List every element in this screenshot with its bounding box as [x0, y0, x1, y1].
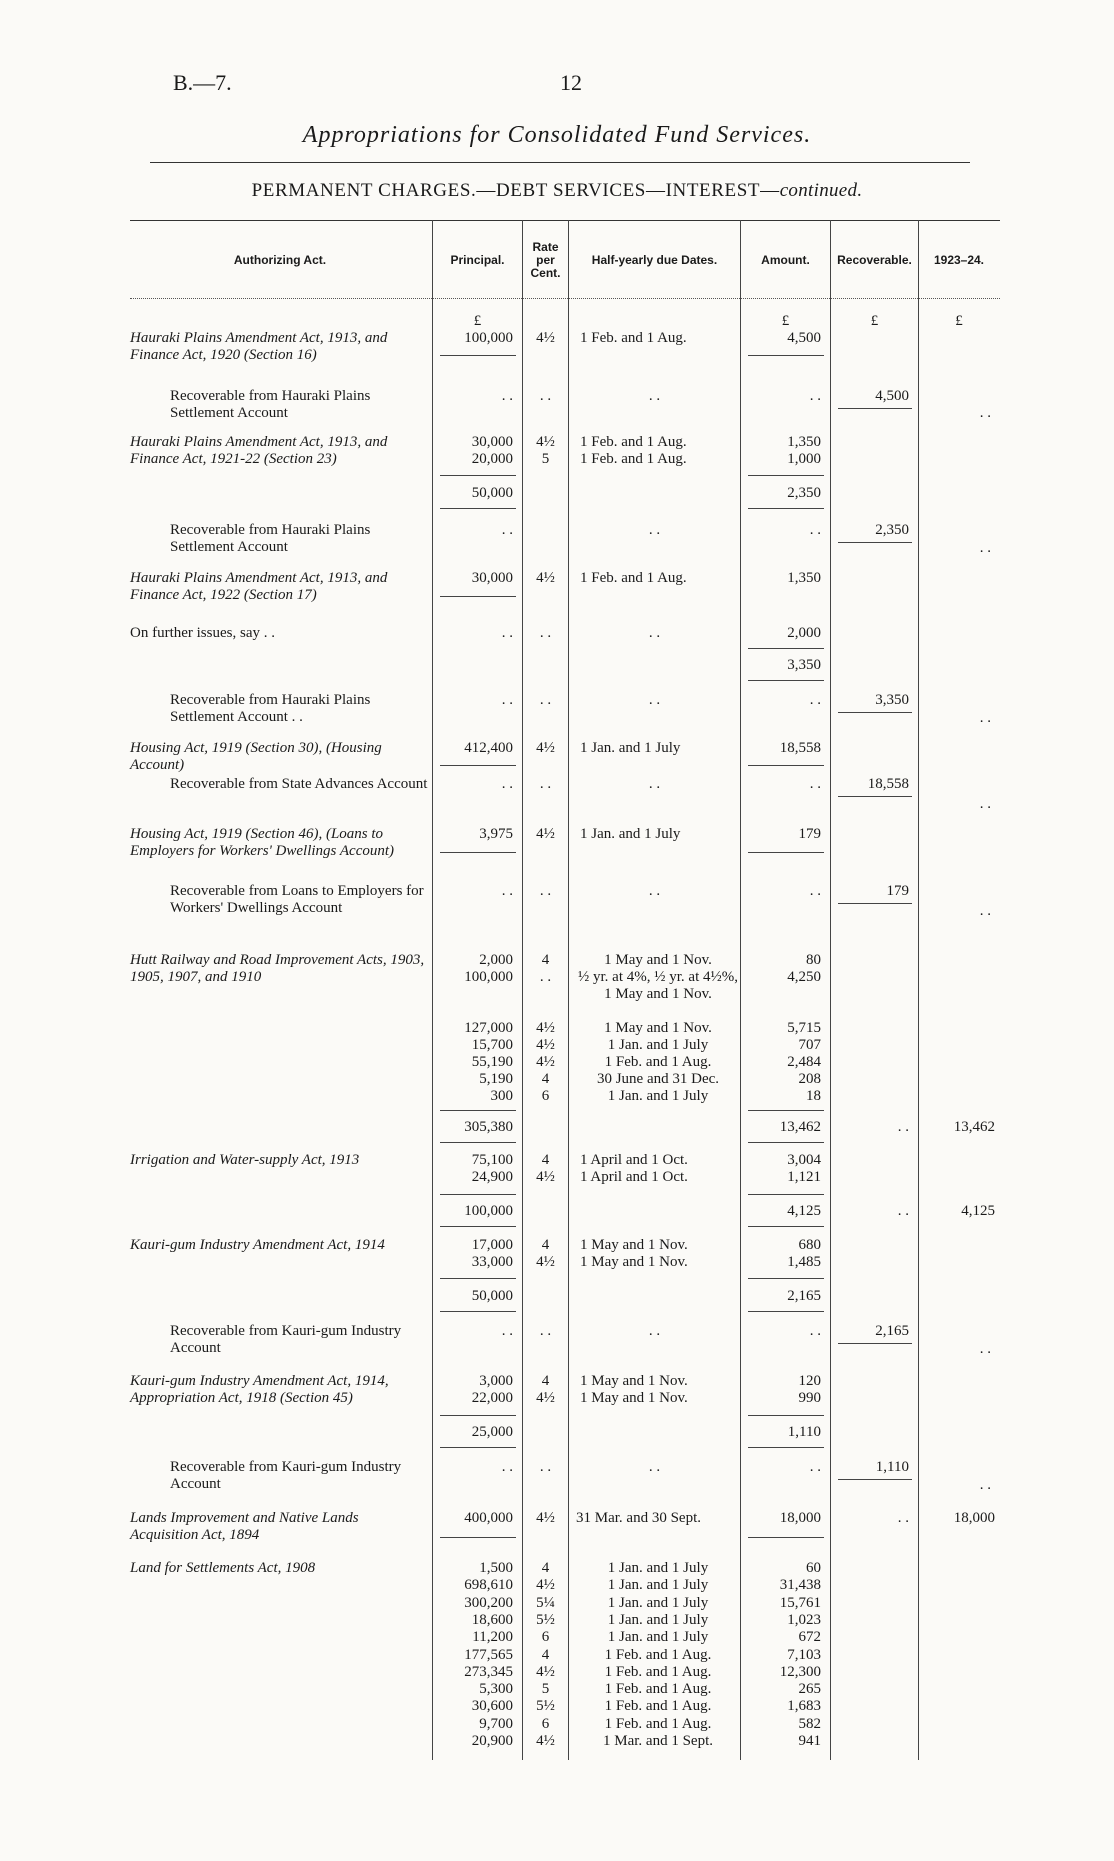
- principal-value: 9,700: [479, 1715, 513, 1732]
- underline: [440, 852, 516, 853]
- due-dates: 1 Feb. and 1 Aug.: [580, 330, 687, 346]
- rate-value: 4: [541, 1237, 550, 1253]
- due-dates: 1 Feb. and 1 Aug.: [604, 1054, 712, 1070]
- recoverable-label: Recoverable from Hauraki Plains Settlement Account: [170, 388, 371, 421]
- amount-value: 2,484: [787, 1054, 821, 1070]
- amount-total: 2,350: [787, 485, 821, 501]
- rate-value: 4½: [536, 1510, 555, 1526]
- due-dates: 1 May and 1 Nov.: [604, 952, 712, 968]
- rate-value: 4½: [536, 1577, 555, 1594]
- dots: . .: [648, 883, 661, 899]
- underline: [440, 508, 516, 509]
- due-dates: 1 Feb. and 1 Aug.: [580, 434, 687, 450]
- underline: [440, 1278, 516, 1279]
- dots: . .: [501, 388, 513, 404]
- rate-value: 6: [541, 1715, 550, 1732]
- rate-value: 4: [541, 952, 550, 968]
- principal-value: 100,000: [464, 969, 513, 985]
- authorizing-act: Hauraki Plains Amendment Act, 1913, and Finance Act, 1921-22 (Section 23): [130, 434, 388, 467]
- underline: [838, 408, 912, 409]
- underline: [838, 712, 912, 713]
- due-dates: 1 May and 1 Nov.: [604, 1020, 712, 1036]
- dots: . .: [897, 1119, 909, 1135]
- underline: [440, 1142, 516, 1143]
- rate-value: 5½: [536, 1611, 555, 1628]
- principal-value: 698,610: [464, 1577, 513, 1594]
- principal-value: 300,200: [464, 1594, 513, 1611]
- rate-value: 4½: [536, 1254, 555, 1270]
- underline: [748, 680, 824, 681]
- recoverable-label: Recoverable from Kauri-gum Industry Account: [170, 1459, 402, 1492]
- amount-total: 4,125: [787, 1203, 821, 1219]
- year-value: 4,125: [961, 1203, 995, 1219]
- underline: [748, 1278, 824, 1279]
- due-dates: 1 Feb. and 1 Aug.: [604, 1698, 712, 1715]
- underline: [440, 1415, 516, 1416]
- recoverable-label: Recoverable from State Advances Account: [170, 776, 428, 792]
- principal-value: 15,700: [471, 1037, 513, 1053]
- rate-value: 4½: [536, 1733, 555, 1749]
- underline: [440, 1447, 516, 1448]
- underline: [838, 542, 912, 543]
- underline: [748, 355, 824, 356]
- further-issues-label: On further issues, say . .: [130, 625, 275, 641]
- amount-value: 1,000: [787, 451, 821, 467]
- dots: . .: [809, 522, 821, 538]
- column-head-rate: Rate per Cent.: [530, 239, 561, 280]
- rate-value: 5½: [536, 1698, 555, 1715]
- amount-value: 3,004: [787, 1152, 821, 1168]
- authorizing-act: Housing Act, 1919 (Section 30), (Housing Account): [130, 740, 382, 773]
- document-reference: B.—7.: [173, 70, 232, 95]
- recoverable-label: Recoverable from Hauraki Plains Settlement Account: [170, 522, 371, 555]
- amount-value: 1,350: [787, 434, 821, 450]
- dots: . .: [897, 1510, 909, 1526]
- column-head-principal: Principal.: [450, 252, 505, 267]
- rate-value: 4½: [536, 1169, 555, 1185]
- authorizing-act: Irrigation and Water-supply Act, 1913: [130, 1152, 360, 1168]
- rate-value: 4: [541, 1646, 550, 1663]
- recoverable-value: 2,165: [875, 1323, 909, 1339]
- amount-total: 13,462: [779, 1119, 821, 1135]
- due-dates: 1 April and 1 Oct.: [580, 1152, 688, 1168]
- rate-value: 6: [541, 1088, 550, 1104]
- amount-value: 680: [798, 1237, 821, 1253]
- underline: [748, 508, 824, 509]
- dots: . .: [501, 522, 513, 538]
- underline: [440, 765, 516, 766]
- underline: [748, 1194, 824, 1195]
- amount-value: 582: [798, 1715, 821, 1732]
- rate-value: . .: [539, 969, 552, 985]
- underline: [440, 1226, 516, 1227]
- authorizing-act: Lands Improvement and Native Lands Acquisition Act, 1894: [130, 1510, 359, 1543]
- principal-value: 17,000: [471, 1237, 513, 1253]
- page-title: Appropriations for Consolidated Fund Services.: [302, 122, 812, 148]
- dots: . .: [648, 625, 661, 641]
- principal-value: 30,000: [471, 570, 513, 586]
- due-dates: 1 Feb. and 1 Aug.: [580, 451, 687, 467]
- underline: [440, 355, 516, 356]
- column-head-act: Authorizing Act.: [233, 252, 327, 267]
- recoverable-label: Recoverable from Kauri-gum Industry Account: [170, 1323, 402, 1356]
- underline: [748, 1110, 824, 1111]
- principal-value: 3,000: [479, 1373, 513, 1389]
- principal-value: 3,975: [479, 826, 513, 842]
- dots: . .: [979, 796, 991, 812]
- underline: [440, 596, 516, 597]
- dots: . .: [501, 883, 513, 899]
- column-divider: [568, 220, 569, 1760]
- dots: . .: [809, 1459, 821, 1475]
- due-dates: 1 Feb. and 1 Aug.: [604, 1646, 712, 1663]
- amount-value: 60: [806, 1560, 821, 1576]
- underline: [440, 1110, 516, 1111]
- amount-value: 1,683: [787, 1698, 821, 1715]
- amount-value: 31,438: [779, 1577, 821, 1594]
- due-dates: 1 Jan. and 1 July: [607, 1088, 709, 1104]
- dots: . .: [501, 692, 513, 708]
- dots: . .: [648, 1459, 661, 1475]
- amount-value: 18,000: [779, 1510, 821, 1526]
- currency-marker: £: [870, 313, 879, 329]
- amount-value: 1,350: [787, 570, 821, 586]
- principal-value: 100,000: [464, 330, 513, 346]
- principal-value: 2,000: [479, 952, 513, 968]
- amount-value: 1,485: [787, 1254, 821, 1270]
- rate-value: 4½: [536, 740, 555, 756]
- due-dates: 1 Feb. and 1 Aug.: [604, 1663, 712, 1680]
- amount-value: 80: [806, 952, 821, 968]
- principal-value: 24,900: [471, 1169, 513, 1185]
- rate-value: 4½: [536, 1390, 555, 1406]
- rate-value: 6: [541, 1629, 550, 1646]
- authorizing-act: Kauri-gum Industry Amendment Act, 1914: [130, 1237, 385, 1253]
- recoverable-value: 4,500: [875, 388, 909, 404]
- rate-value: 4½: [536, 330, 555, 346]
- principal-value: 1,500: [479, 1560, 513, 1576]
- year-value: 13,462: [953, 1119, 995, 1135]
- due-dates: 1 Jan. and 1 July: [607, 1560, 709, 1576]
- due-dates: 1 April and 1 Oct.: [580, 1169, 688, 1185]
- rate-value: 4: [541, 1373, 550, 1389]
- principal-value: 177,565: [464, 1646, 513, 1663]
- column-head-amount: Amount.: [761, 252, 810, 267]
- amount-value: 7,103: [787, 1646, 821, 1663]
- dots: . .: [539, 388, 552, 404]
- amount-value: 18,558: [779, 740, 821, 756]
- rate-value: 5: [541, 451, 550, 467]
- due-dates: 1 Feb. and 1 Aug.: [580, 570, 687, 586]
- due-dates: 1 May and 1 Nov.: [580, 1390, 688, 1406]
- dots: . .: [539, 692, 552, 708]
- dots: . .: [979, 1477, 991, 1493]
- rate-value: 4½: [536, 434, 555, 450]
- principal-value: 127,000: [464, 1020, 513, 1036]
- authorizing-act: Housing Act, 1919 (Section 46), (Loans to Employers for Workers' Dwellings Account): [130, 826, 395, 859]
- principal-value: 300: [490, 1088, 513, 1104]
- currency-marker: £: [781, 313, 790, 329]
- amount-value: 5,715: [787, 1020, 821, 1036]
- subtitle-main: PERMANENT CHARGES.—DEBT SERVICES—INTEREST—: [251, 180, 780, 201]
- due-dates: 1 Jan. and 1 July: [607, 1037, 709, 1053]
- amount-value: 265: [798, 1681, 821, 1698]
- dots: . .: [979, 710, 991, 726]
- dots: . .: [539, 776, 552, 792]
- principal-value: 22,000: [471, 1390, 513, 1406]
- amount-total: 3,350: [787, 657, 821, 673]
- principal-value: 11,200: [472, 1629, 513, 1646]
- underline: [748, 1142, 824, 1143]
- amount-value: 179: [798, 826, 821, 842]
- amount-value: 15,761: [779, 1594, 821, 1611]
- dots: . .: [809, 883, 821, 899]
- dots: . .: [648, 1323, 661, 1339]
- dots: . .: [539, 625, 552, 641]
- underline: [748, 1226, 824, 1227]
- dots: . .: [501, 776, 513, 792]
- dots: . .: [979, 903, 991, 919]
- rate-value: 4½: [536, 826, 555, 842]
- due-dates: 1 Feb. and 1 Aug.: [604, 1681, 712, 1698]
- underline: [748, 475, 824, 476]
- rate-value: 4½: [536, 570, 555, 586]
- dots: . .: [648, 522, 661, 538]
- due-dates: 1 May and 1 Nov.: [580, 1373, 688, 1389]
- amount-value: 4,500: [787, 330, 821, 346]
- principal-value: 400,000: [464, 1510, 513, 1526]
- underline: [748, 1311, 824, 1312]
- column-head-recoverable: Recoverable.: [837, 252, 912, 267]
- principal-value: 30,600: [471, 1698, 513, 1715]
- dots: . .: [648, 388, 661, 404]
- dots: . .: [501, 625, 513, 641]
- dots: . .: [809, 776, 821, 792]
- due-dates: ½ yr. at 4%, ½ yr. at 4½%, 1 May and 1 Nov.: [578, 969, 738, 1002]
- underline: [838, 1343, 912, 1344]
- dots: . .: [648, 692, 661, 708]
- rate-value: 5: [541, 1681, 550, 1698]
- recoverable-value: 3,350: [875, 692, 909, 708]
- dots: . .: [809, 692, 821, 708]
- year-value: 18,000: [953, 1510, 995, 1526]
- principal-value: 273,345: [464, 1663, 513, 1680]
- column-divider: [830, 220, 831, 1760]
- underline: [440, 1194, 516, 1195]
- due-dates: 1 Jan. and 1 July: [607, 1594, 709, 1611]
- due-dates: 1 Jan. and 1 July: [607, 1577, 709, 1594]
- rate-value: 4½: [536, 1663, 555, 1680]
- authorizing-act: Kauri-gum Industry Amendment Act, 1914, Appropriation Act, 1918 (Section 45): [130, 1373, 389, 1406]
- amount-value: 672: [798, 1629, 821, 1646]
- dots: . .: [897, 1203, 909, 1219]
- recoverable-value: 18,558: [867, 776, 909, 792]
- dots: . .: [809, 388, 821, 404]
- dots: . .: [979, 1341, 991, 1357]
- section-subtitle: [0, 180, 1114, 202]
- principal-total: 305,380: [464, 1119, 513, 1135]
- rate-value: 4: [541, 1152, 550, 1168]
- title-rule: [150, 162, 970, 163]
- column-head-dates: Half-yearly due Dates.: [591, 252, 718, 267]
- due-dates: 31 Mar. and 30 Sept.: [576, 1510, 701, 1526]
- rate-value: 4½: [536, 1037, 555, 1053]
- underline: [748, 1537, 824, 1538]
- principal-value: 5,300: [479, 1681, 513, 1698]
- dots: . .: [979, 405, 991, 421]
- principal-total: 25,000: [471, 1424, 513, 1440]
- authorizing-act: Hauraki Plains Amendment Act, 1913, and Finance Act, 1922 (Section 17): [130, 570, 388, 603]
- amount-value: 4,250: [787, 969, 821, 985]
- amount-value: 12,300: [779, 1663, 821, 1680]
- authorizing-act: Land for Settlements Act, 1908: [130, 1560, 316, 1576]
- amount-value: 208: [798, 1071, 821, 1087]
- principal-value: 33,000: [471, 1254, 513, 1270]
- underline: [748, 648, 824, 649]
- principal-total: 50,000: [471, 1288, 513, 1304]
- amount-value: 1,023: [787, 1611, 821, 1628]
- rate-value: 5¼: [536, 1594, 555, 1611]
- underline: [838, 1479, 912, 1480]
- due-dates: 1 May and 1 Nov.: [580, 1237, 688, 1253]
- principal-value: 75,100: [471, 1152, 513, 1168]
- due-dates: 30 June and 31 Dec.: [596, 1071, 720, 1087]
- currency-marker: £: [955, 313, 963, 329]
- underline: [748, 765, 824, 766]
- dots: . .: [539, 1459, 552, 1475]
- underline: [748, 1415, 824, 1416]
- due-dates: 1 Jan. and 1 July: [607, 1611, 709, 1628]
- dots: . .: [809, 1323, 821, 1339]
- amount-value: 707: [798, 1037, 821, 1053]
- page-number: 12: [560, 70, 582, 95]
- underline: [748, 1447, 824, 1448]
- dots: . .: [539, 883, 552, 899]
- dots: . .: [501, 1323, 513, 1339]
- principal-value: 20,900: [471, 1733, 513, 1749]
- underline: [440, 475, 516, 476]
- amount-value: 990: [798, 1390, 821, 1406]
- recoverable-label: Recoverable from Hauraki Plains Settlement Account . .: [170, 692, 371, 725]
- underline: [440, 1537, 516, 1538]
- due-dates: 1 Mar. and 1 Sept.: [603, 1733, 713, 1749]
- due-dates: 1 Jan. and 1 July: [580, 826, 681, 842]
- currency-marker: £: [473, 313, 482, 329]
- amount-value: 941: [798, 1733, 821, 1749]
- column-head-year: 1923–24.: [933, 252, 985, 267]
- due-dates: 1 Jan. and 1 July: [607, 1629, 709, 1646]
- dots: . .: [539, 1323, 552, 1339]
- due-dates: 1 Feb. and 1 Aug.: [604, 1715, 712, 1732]
- dots: . .: [979, 540, 991, 556]
- amount-value: 120: [798, 1373, 821, 1389]
- amount-total: 2,165: [787, 1288, 821, 1304]
- underline: [440, 1311, 516, 1312]
- dots: . .: [648, 776, 661, 792]
- underline: [838, 903, 912, 904]
- recoverable-label: Recoverable from Loans to Employers for Workers' Dwellings Account: [170, 883, 424, 916]
- recoverable-value: 1,110: [875, 1459, 909, 1475]
- rate-value: 4: [541, 1560, 550, 1576]
- principal-value: 30,000: [471, 434, 513, 450]
- column-divider: [918, 220, 919, 1760]
- subtitle-continued: continued.: [779, 180, 863, 201]
- dots: . .: [501, 1459, 513, 1475]
- amount-value: 1,121: [787, 1169, 821, 1185]
- due-dates: 1 May and 1 Nov.: [580, 1254, 688, 1270]
- principal-value: 55,190: [471, 1054, 513, 1070]
- underline: [838, 796, 912, 797]
- amount-total: 1,110: [787, 1424, 821, 1440]
- principal-value: 5,190: [479, 1071, 513, 1087]
- principal-value: 20,000: [471, 451, 513, 467]
- principal-total: 50,000: [471, 485, 513, 501]
- authorizing-act: Hutt Railway and Road Improvement Acts, 1903, 1905, 1907, and 1910: [130, 952, 425, 985]
- rate-value: 4½: [536, 1054, 555, 1070]
- due-dates: 1 Jan. and 1 July: [580, 740, 681, 756]
- principal-value: 18,600: [471, 1611, 513, 1628]
- principal-total: 100,000: [464, 1203, 513, 1219]
- rate-value: 4: [541, 1071, 550, 1087]
- recoverable-value: 2,350: [875, 522, 909, 538]
- authorizing-act: Hauraki Plains Amendment Act, 1913, and Finance Act, 1920 (Section 16): [130, 330, 388, 363]
- principal-value: 412,400: [464, 740, 513, 756]
- rate-value: 4½: [536, 1020, 555, 1036]
- underline: [748, 852, 824, 853]
- amount-value: 2,000: [787, 625, 821, 641]
- amount-value: 18: [806, 1088, 821, 1104]
- recoverable-value: 179: [886, 883, 909, 899]
